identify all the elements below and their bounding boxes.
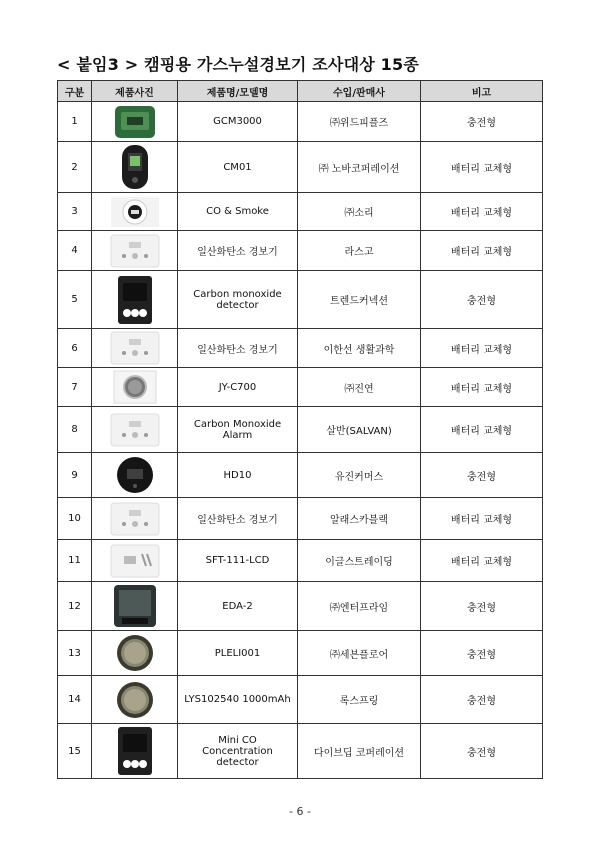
product-photo: [92, 582, 178, 631]
note: 충전형: [421, 582, 543, 631]
product-table: [57, 80, 543, 779]
company-name: ㈜위드피플즈: [298, 102, 421, 142]
product-name: Carbon Monoxide Alarm: [178, 407, 298, 453]
product-name: 일산화탄소 경보기: [178, 231, 298, 271]
product-name: LYS102540 1000mAh: [178, 676, 298, 724]
product-name: CO & Smoke: [178, 193, 298, 231]
product-name: 일산화탄소 경보기: [178, 329, 298, 368]
row-number: 7: [58, 368, 92, 407]
note: 배터리 교체형: [421, 407, 543, 453]
table-row: [58, 271, 543, 329]
white-flat-detector-image: [110, 331, 160, 365]
product-name: 일산화탄소 경보기: [178, 498, 298, 540]
table-row: [58, 142, 543, 193]
note: 배터리 교체형: [421, 368, 543, 407]
row-number: 8: [58, 407, 92, 453]
product-name: Carbon monoxide detector: [178, 271, 298, 329]
table-row: [58, 231, 543, 271]
company-name: ㈜진연: [298, 368, 421, 407]
table-row: [58, 368, 543, 407]
product-name: PLELI001: [178, 631, 298, 676]
note: 충전형: [421, 271, 543, 329]
company-name: 살반(SALVAN): [298, 407, 421, 453]
table-row: [58, 407, 543, 453]
table-row: [58, 193, 543, 231]
company-name: 이한선 생활과학: [298, 329, 421, 368]
table-row: [58, 676, 543, 724]
black-three-hole-detector-image: [115, 275, 155, 325]
olive-round-detector-image: [113, 680, 157, 720]
black-round-detector-image: [115, 455, 155, 495]
table-row: [58, 498, 543, 540]
company-name: 알래스카블랙: [298, 498, 421, 540]
note: 충전형: [421, 453, 543, 498]
company-name: ㈜소리: [298, 193, 421, 231]
product-name: Mini CO Concentration detector: [178, 724, 298, 779]
row-number: 15: [58, 724, 92, 779]
company-name: 트렌드커넥션: [298, 271, 421, 329]
row-number: 6: [58, 329, 92, 368]
table-row: [58, 582, 543, 631]
black-tall-detector-image: [118, 144, 152, 190]
row-number: 9: [58, 453, 92, 498]
company-name: 이글스트레이딩: [298, 540, 421, 582]
note: 배터리 교체형: [421, 540, 543, 582]
row-number: 2: [58, 142, 92, 193]
company-name: 다이브딥 코퍼레이션: [298, 724, 421, 779]
note: 배터리 교체형: [421, 142, 543, 193]
header-company: 수입/판매사: [298, 81, 421, 102]
white-round-display-detector-image: [110, 196, 160, 228]
row-number: 12: [58, 582, 92, 631]
product-photo: [92, 724, 178, 779]
note: 배터리 교체형: [421, 498, 543, 540]
note: 충전형: [421, 724, 543, 779]
product-photo: [92, 453, 178, 498]
row-number: 14: [58, 676, 92, 724]
product-photo: [92, 329, 178, 368]
product-name: JY-C700: [178, 368, 298, 407]
table-header-row: [58, 81, 543, 102]
header-note: 비고: [421, 81, 543, 102]
white-lcd-detector-image: [110, 544, 160, 578]
white-flat-detector-image: [110, 413, 160, 447]
product-name: EDA-2: [178, 582, 298, 631]
note: 배터리 교체형: [421, 193, 543, 231]
company-name: ㈜ 노바코퍼레이션: [298, 142, 421, 193]
company-name: 라스고: [298, 231, 421, 271]
product-photo: [92, 676, 178, 724]
table-row: [58, 329, 543, 368]
product-photo: [92, 631, 178, 676]
company-name: 유진커머스: [298, 453, 421, 498]
company-name: ㈜세븐플로어: [298, 631, 421, 676]
product-photo: [92, 540, 178, 582]
row-number: 13: [58, 631, 92, 676]
table-row: [58, 724, 543, 779]
green-square-detector-image: [113, 105, 157, 139]
product-photo: [92, 193, 178, 231]
page-number: - 6 -: [289, 805, 311, 818]
page-title: < 붙임3 > 캠핑용 가스누설경보기 조사대상 15종: [57, 55, 419, 74]
header-no: 구분: [58, 81, 92, 102]
table-row: [58, 540, 543, 582]
white-square-round-detector-image: [113, 370, 157, 404]
row-number: 4: [58, 231, 92, 271]
row-number: 11: [58, 540, 92, 582]
black-three-hole-detector-image: [115, 726, 155, 776]
company-name: 록스프링: [298, 676, 421, 724]
product-name: CM01: [178, 142, 298, 193]
product-photo: [92, 368, 178, 407]
row-number: 5: [58, 271, 92, 329]
product-photo: [92, 102, 178, 142]
product-photo: [92, 271, 178, 329]
product-name: SFT-111-LCD: [178, 540, 298, 582]
row-number: 1: [58, 102, 92, 142]
table-row: [58, 102, 543, 142]
row-number: 3: [58, 193, 92, 231]
product-photo: [92, 498, 178, 540]
note: 배터리 교체형: [421, 231, 543, 271]
header-name: 제품명/모델명: [178, 81, 298, 102]
note: 배터리 교체형: [421, 329, 543, 368]
company-name: ㈜엔터프라임: [298, 582, 421, 631]
white-flat-detector-image: [110, 234, 160, 268]
olive-round-detector-image: [113, 633, 157, 673]
dark-square-box-detector-image: [113, 584, 157, 628]
header-photo: 제품사진: [92, 81, 178, 102]
product-name: GCM3000: [178, 102, 298, 142]
product-photo: [92, 142, 178, 193]
product-photo: [92, 407, 178, 453]
table-row: [58, 631, 543, 676]
white-flat-detector-image: [110, 502, 160, 536]
note: 충전형: [421, 102, 543, 142]
note: 충전형: [421, 631, 543, 676]
product-name: HD10: [178, 453, 298, 498]
table-row: [58, 453, 543, 498]
product-photo: [92, 231, 178, 271]
row-number: 10: [58, 498, 92, 540]
note: 충전형: [421, 676, 543, 724]
